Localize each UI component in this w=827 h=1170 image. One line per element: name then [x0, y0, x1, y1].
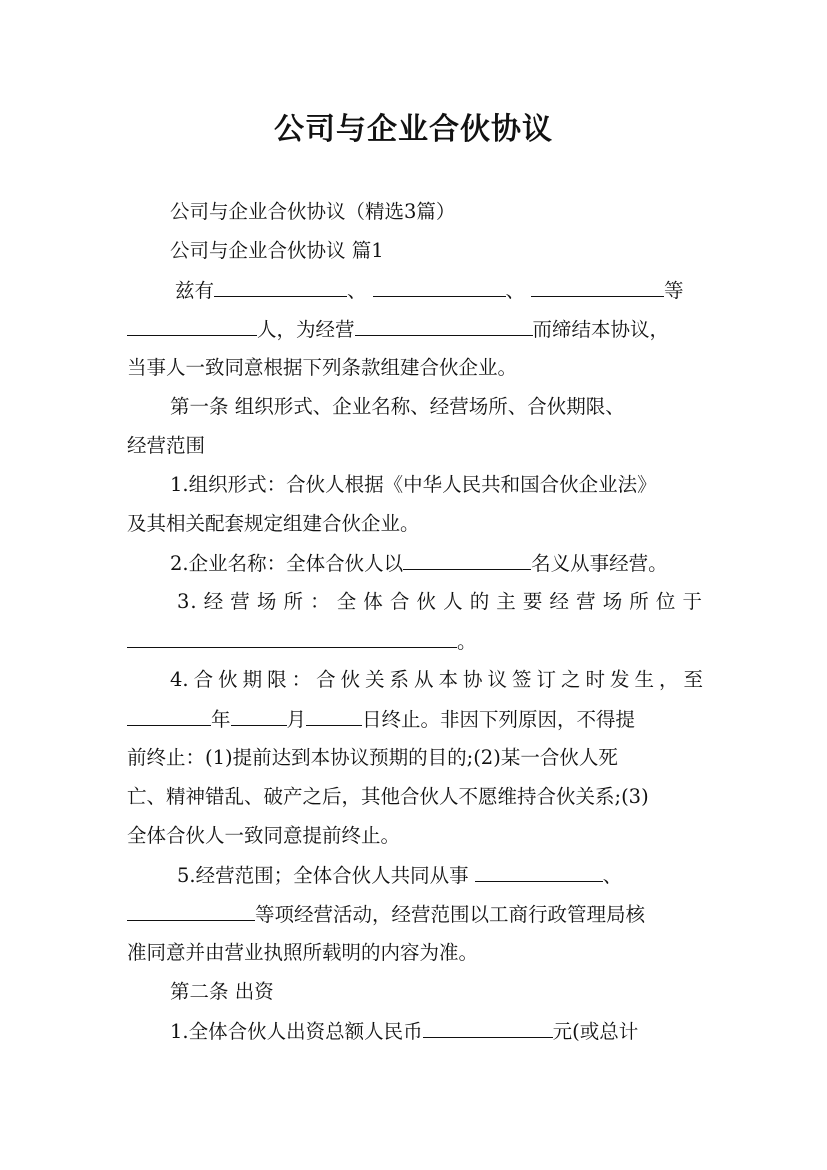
paragraph-line: 准同意并由营业执照所载明的内容为准。	[127, 941, 479, 964]
fill-blank	[403, 551, 531, 570]
fill-blank	[531, 278, 664, 297]
paragraph-line: 5.经营范围；全体合伙人共同从事 、	[177, 864, 623, 887]
paragraph-line: 。	[127, 629, 707, 654]
fill-blank	[231, 707, 287, 726]
paragraph-line: 年 月 日终止。非因下列原因，不得提	[127, 707, 707, 732]
paragraph-line: 全体合伙人一致同意提前终止。	[127, 824, 401, 847]
fill-blank	[127, 629, 457, 648]
document-title: 公司与企业合伙协议	[274, 112, 553, 147]
paragraph-line: 兹有 、 、 等	[175, 279, 684, 302]
fill-blank	[373, 278, 506, 297]
paragraph-line: 1.全体合伙人出资总额人民币 元(或总计	[170, 1020, 639, 1043]
fill-blank	[475, 863, 603, 882]
paragraph-line: 4.合伙期限：合伙关系从本协议签订之时发生，至	[170, 668, 703, 691]
paragraph-line: 前终止：(1)提前达到本协议预期的目的;(2)某一合伙人死	[127, 746, 618, 769]
fill-blank	[127, 317, 257, 336]
paragraph-line: 当事人一致同意根据下列条款组建合伙企业。	[127, 356, 518, 379]
article-heading: 第二条 出资	[170, 980, 274, 1003]
fill-blank	[423, 1019, 553, 1038]
paragraph-line: 亡、精神错乱、破产之后，其他合伙人不愿维持合伙关系;(3)	[127, 785, 649, 808]
paragraph-line: 3.经营场所：全体合伙人的主要经营场所位于	[177, 590, 703, 613]
section-heading: 公司与企业合伙协议 篇1	[170, 239, 384, 262]
subtitle: 公司与企业合伙协议（精选3篇）	[170, 200, 456, 223]
paragraph-line: 人，为经营 而缔结本协议，	[127, 317, 707, 342]
paragraph-line: 及其相关配套规定组建合伙企业。	[127, 512, 420, 535]
article-heading: 第一条 组织形式、企业名称、经营场所、合伙期限、	[170, 395, 625, 418]
fill-blank	[127, 902, 255, 921]
article-heading-cont: 经营范围	[127, 434, 206, 457]
fill-blank	[355, 317, 533, 336]
paragraph-line: 2.企业名称：全体合伙人以 名义从事经营。	[170, 552, 668, 575]
paragraph-line: 1.组织形式：合伙人根据《中华人民共和国合伙企业法》	[170, 473, 657, 496]
paragraph-line: 等项经营活动，经营范围以工商行政管理局核	[127, 902, 707, 927]
fill-blank	[214, 278, 347, 297]
fill-blank	[306, 707, 362, 726]
fill-blank	[127, 707, 211, 726]
